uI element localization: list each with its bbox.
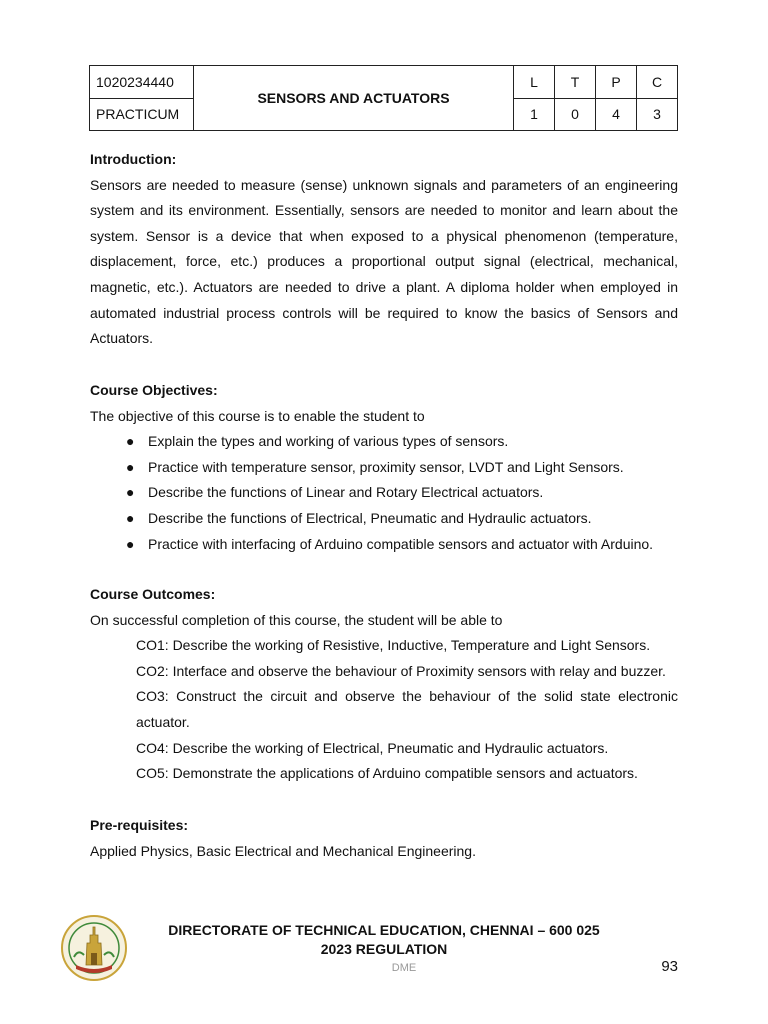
ltpc-label-l: L bbox=[514, 66, 555, 99]
outcome-item: CO4: Describe the working of Electrical, Pneumatic and Hydraulic actuators. bbox=[136, 739, 609, 756]
outcome-item: CO2: Interface and observe the behaviour of Proximity sensors with relay and buzzer. bbox=[136, 662, 666, 679]
objectives-list bbox=[90, 429, 678, 557]
prerequisites-heading: Pre-requisites: bbox=[90, 817, 189, 833]
outcomes-section bbox=[90, 582, 678, 787]
bullet-icon: ● bbox=[126, 458, 135, 475]
outcomes-lead: On successful completion of this course, the student will be able to bbox=[90, 611, 503, 628]
introduction-section bbox=[90, 147, 678, 352]
list-item: ● Practice with interfacing of Arduino compatible sensors and actuator with Arduino. bbox=[90, 532, 678, 558]
ltpc-value-t: 0 bbox=[555, 98, 596, 131]
page-number: 93 bbox=[661, 958, 678, 975]
course-category: PRACTICUM bbox=[90, 98, 194, 131]
outcome-item: CO3: Construct the circuit and observe the behaviour of the solid state electronic actuator. bbox=[136, 688, 678, 730]
bullet-icon: ● bbox=[126, 433, 135, 450]
list-item: ● Explain the types and working of various types of sensors. bbox=[90, 429, 678, 455]
introduction-heading: Introduction: bbox=[90, 151, 177, 167]
ltpc-label-t: T bbox=[555, 66, 596, 99]
bullet-icon: ● bbox=[126, 509, 135, 526]
outcome-item: CO5: Demonstrate the applications of Arduino compatible sensors and actuators. bbox=[136, 765, 638, 782]
tamil-nadu-emblem-icon bbox=[60, 913, 128, 983]
outcomes-heading: Course Outcomes: bbox=[90, 586, 216, 602]
ltpc-label-p: P bbox=[596, 66, 637, 99]
bullet-icon: ● bbox=[126, 535, 135, 552]
ltpc-value-l: 1 bbox=[514, 98, 555, 131]
list-item: ● Describe the functions of Linear and Rotary Electrical actuators. bbox=[90, 480, 678, 506]
objectives-heading: Course Objectives: bbox=[90, 382, 218, 398]
prerequisites-text: Applied Physics, Basic Electrical and Mechanical Engineering. bbox=[90, 842, 476, 859]
course-code: 1020234440 bbox=[90, 66, 194, 99]
introduction-text: Sensors are needed to measure (sense) unknown signals and parameters of an engineering system and its environment. Essentially, sensors are needed to monitor and learn about the system. Sensor is a device that when exposed to a physical phenomenon (temperature, displacement, force, etc.) produces a proportional output signal (electrical, mechanical, magnetic, etc.). Actuators are needed to drive a plant. A diploma holder when employed in automated industrial process controls will be required to know the basics of Sensors and Actuators. bbox=[90, 176, 678, 347]
bullet-icon: ● bbox=[126, 484, 135, 501]
list-item: ● Practice with temperature sensor, proximity sensor, LVDT and Light Sensors. bbox=[90, 455, 678, 481]
objectives-lead: The objective of this course is to enable the student to bbox=[90, 407, 425, 424]
footer-regulation: 2023 REGULATION bbox=[320, 941, 448, 957]
course-title: SENSORS AND ACTUATORS bbox=[194, 66, 514, 131]
outcome-item: CO1: Describe the working of Resistive, Inductive, Temperature and Light Sensors. bbox=[136, 637, 651, 654]
ltpc-value-p: 4 bbox=[596, 98, 637, 131]
list-item: ● Describe the functions of Electrical, Pneumatic and Hydraulic actuators. bbox=[90, 506, 678, 532]
ltpc-label-c: C bbox=[637, 66, 678, 99]
prerequisites-section bbox=[90, 813, 678, 864]
footer-mark: DME bbox=[391, 962, 417, 974]
course-header-table bbox=[89, 65, 678, 131]
ltpc-value-c: 3 bbox=[637, 98, 678, 131]
objectives-section bbox=[90, 378, 678, 557]
footer-organization: DIRECTORATE OF TECHNICAL EDUCATION, CHENNAI – 600 025 bbox=[168, 922, 600, 938]
